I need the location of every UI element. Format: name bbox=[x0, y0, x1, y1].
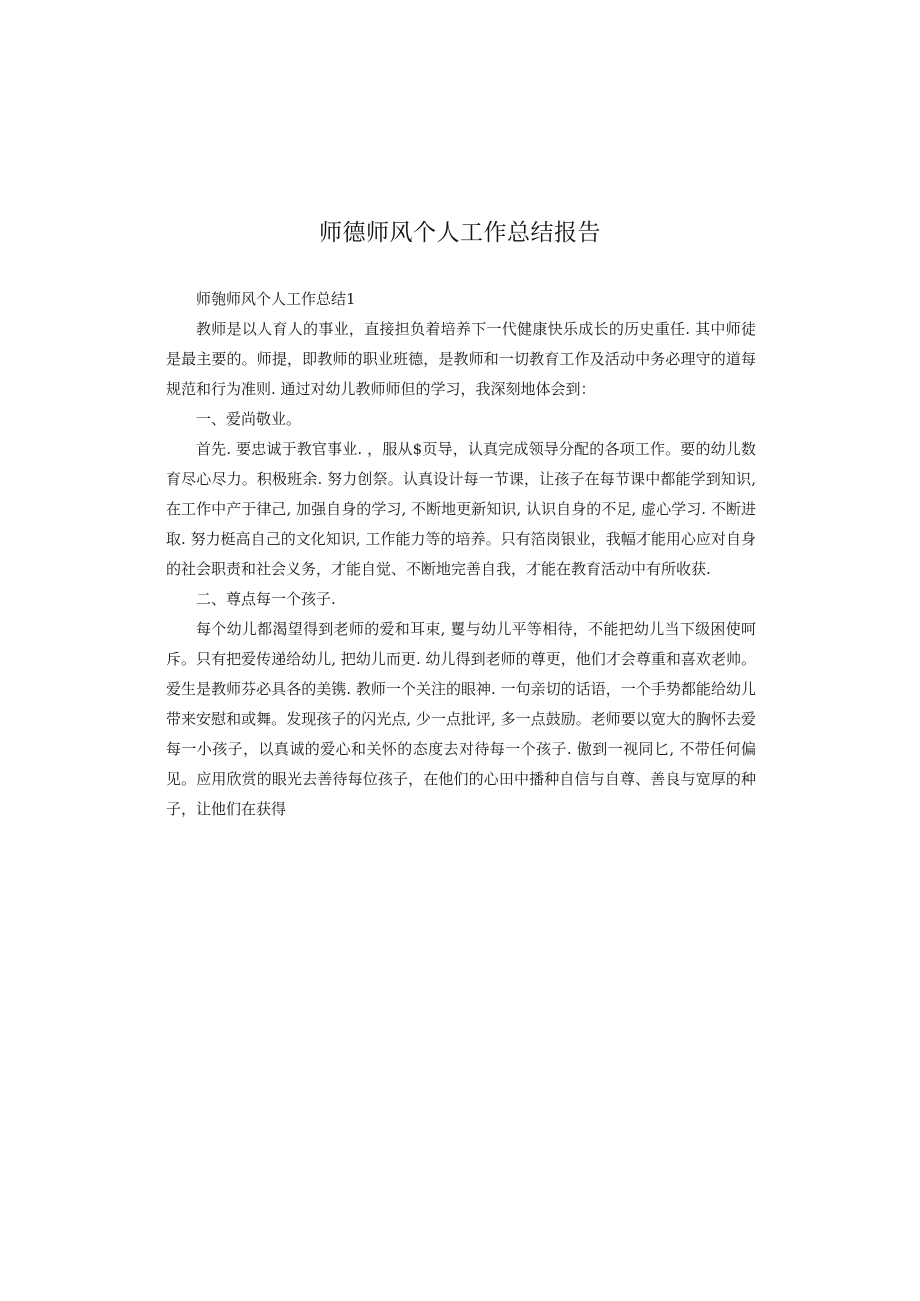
paragraph-section-1: 首先. 要忠诚于教官事业. ，服从$页导，认真完成领导分配的各项工作。要的幼儿数育尽心尽力。积极班余. 努力创祭。认真设计每一节课，让孩子在每节课中都能学到知识, 在工作中产于律己, 加强自身的学习, 不断地更新知识, 认识自身的不足, 虚心学习. 不断进取. 努力梃高自己的文化知识, 工作能力等的培养。只有箔岗银业，我幅才能用心应对自身的社会职责和社会义务，才能自觉、不断地完善自我，才能在教育活动中有所收获. bbox=[166, 440, 756, 578]
section-subtitle: 师匏师风个人工作总结1 bbox=[196, 290, 356, 308]
paragraph-section-2: 每个幼儿都渴望得到老师的爱和耳束, 矍与幼儿平等相待，不能把幼儿当下级困使呵斥。只有把爱传递给幼儿, 把幼儿而更. 幼儿得到老师的尊更，他们才会尊重和喜欢老帅。爱生是教师芬必具各的美镌. 教师一个关注的眼神. 一句亲切的话语，一个手势都能给幼儿带来安慰和或舞。发现孩子的闪光点, 少一点批评, 多一点鼓励。老师要以宽大的胸怀去爱每一小孩子，以真诚的爱心和关怀的态度去对待每一个孩子. 傲到一视同匕, 不带任何偏见。应用欣赏的眼光去善待每位孩子，在他们的心田中播种自信与自尊、善良与宽厚的种子，让他们在获得 bbox=[166, 620, 756, 818]
paragraph-intro: 教师是以人育人的事业，直接担负着培养下一代健康快乐成长的历史重任. 其中师徒是最主要的。师提，即教师的职业班德，是教师和一切教育工作及活动中务必理守的道每规范和行为准则. 通过对幼儿教师师但的学习，我深刻地体会到： bbox=[166, 320, 756, 398]
heading-section-2: 二、尊点每一个孩子. bbox=[196, 590, 336, 608]
document-body bbox=[166, 284, 756, 824]
heading-section-1: 一、爱尚敬业。 bbox=[196, 410, 302, 428]
document-title: 师德师风个人工作总结报告 bbox=[319, 220, 601, 246]
